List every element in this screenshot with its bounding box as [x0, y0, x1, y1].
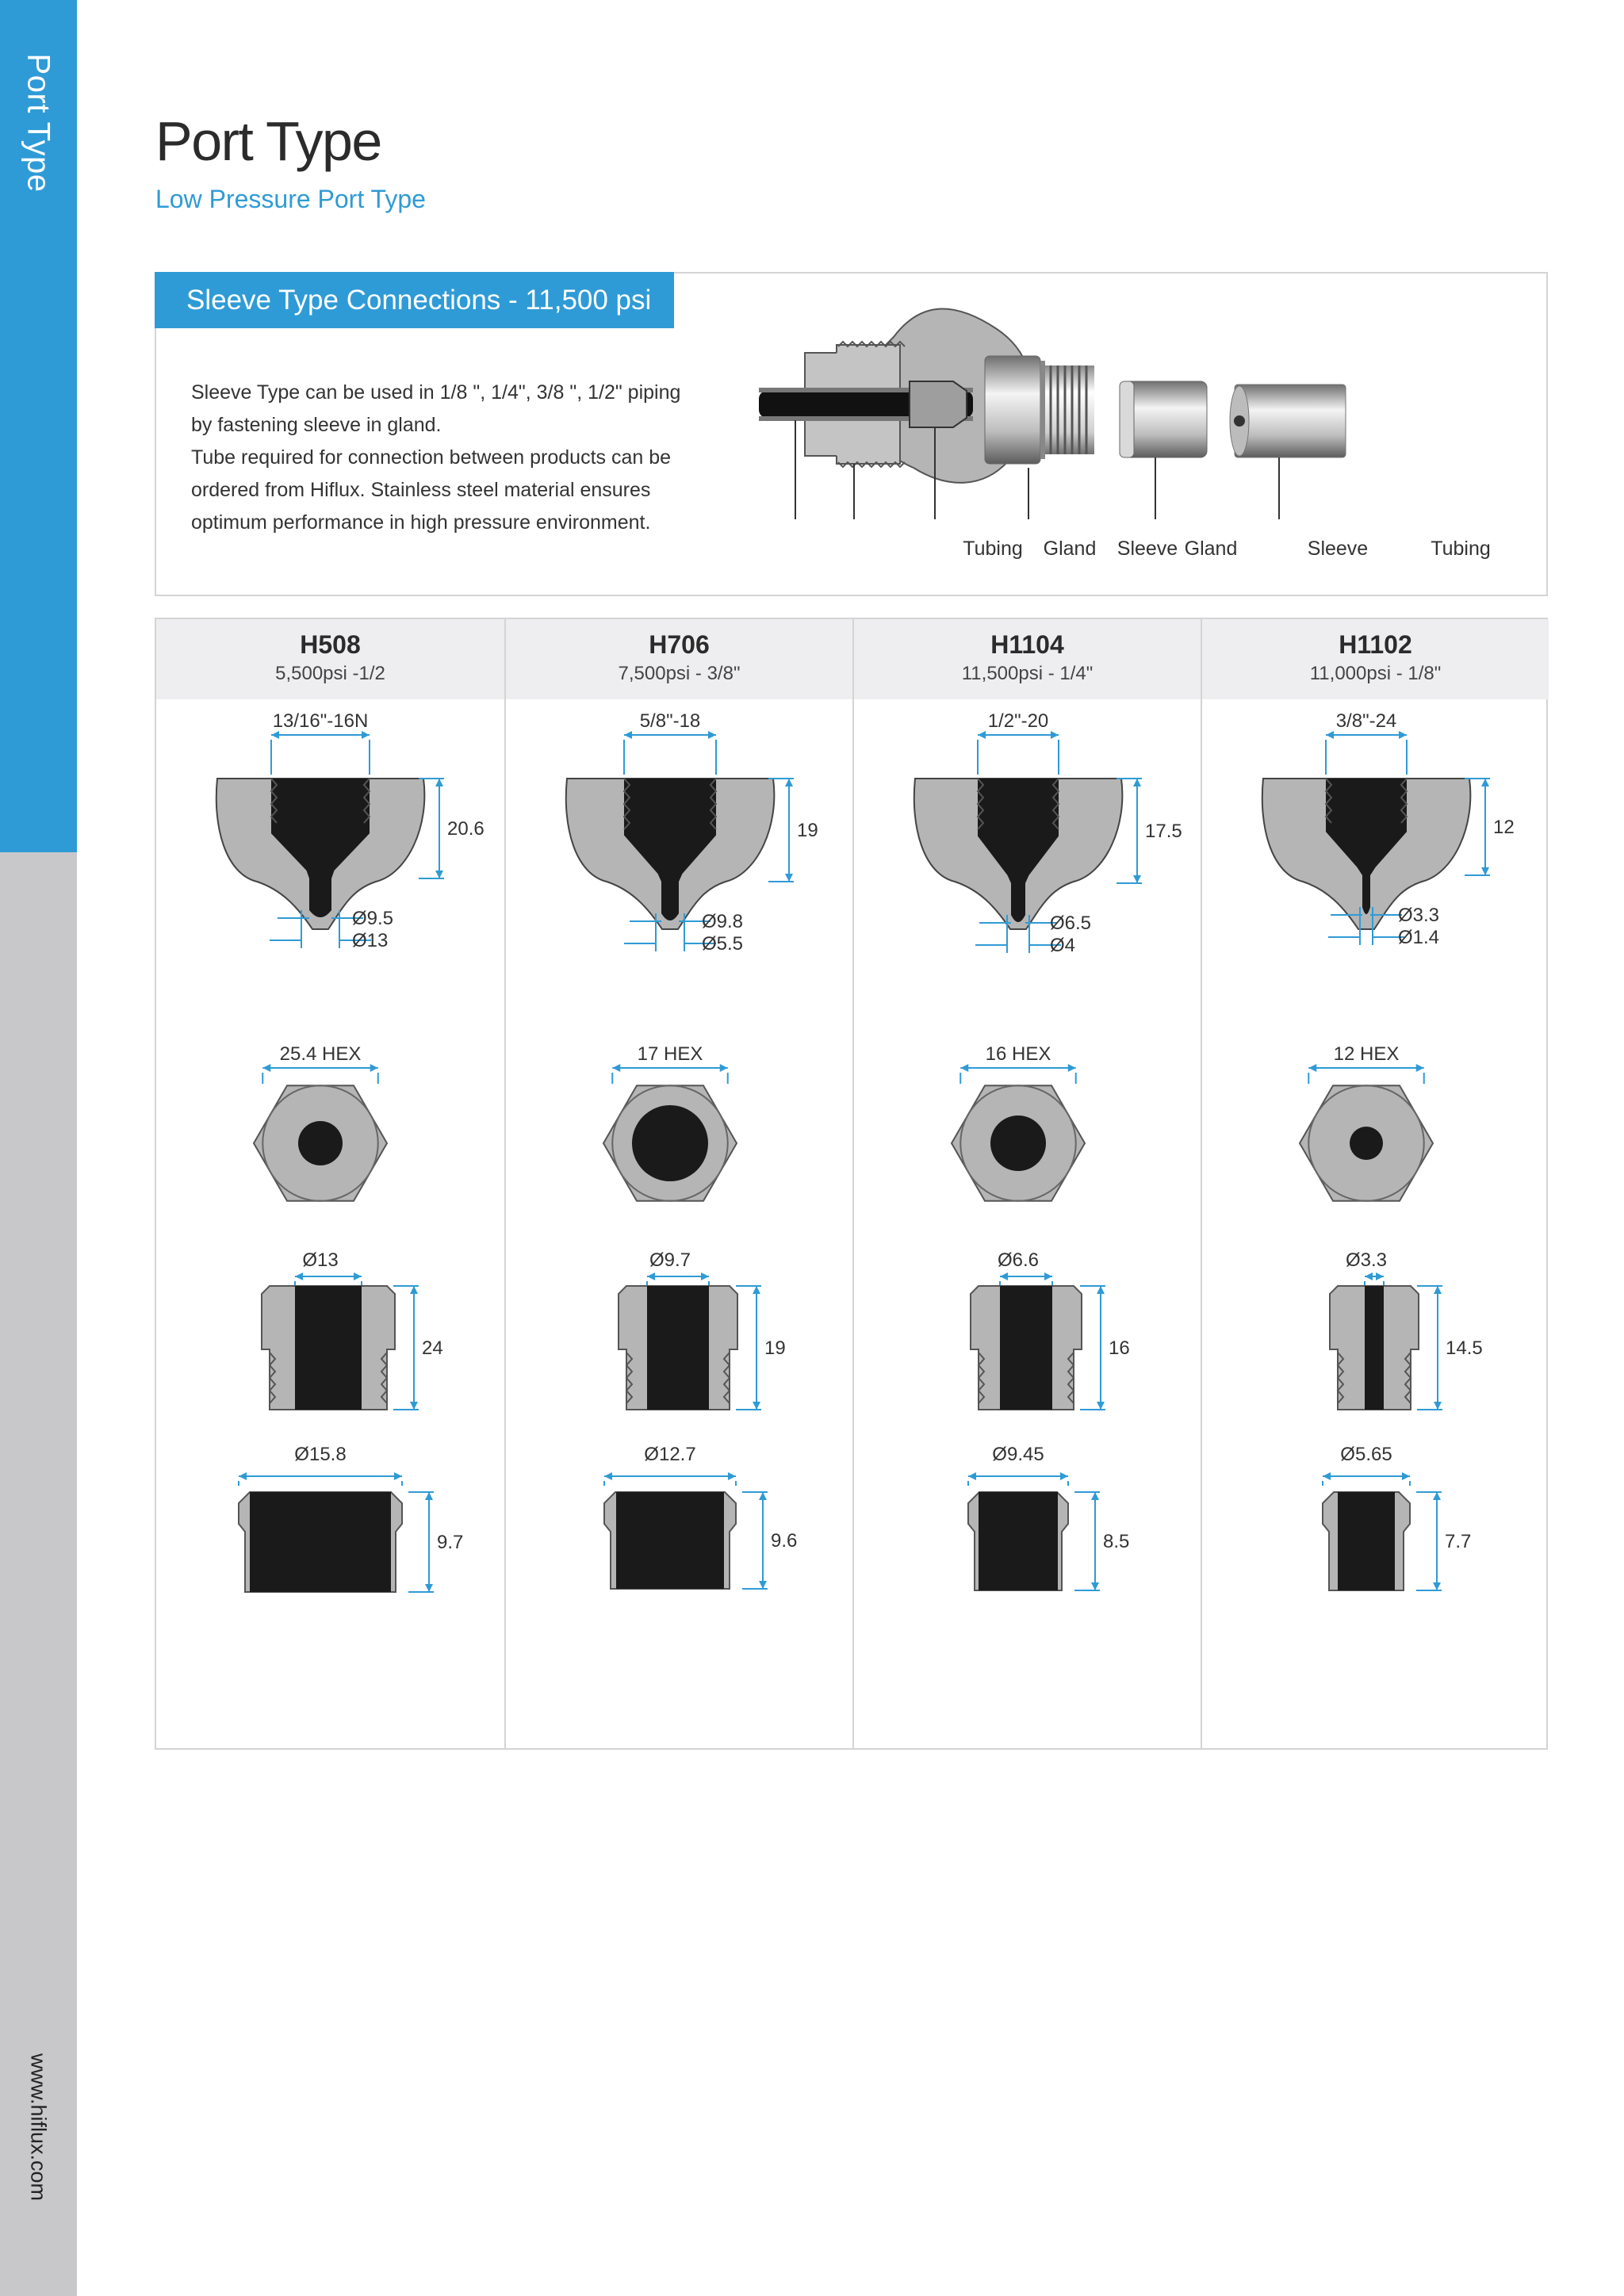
port-depth-label: 19: [797, 820, 818, 841]
hex-dimension: [612, 1064, 727, 1084]
port-depth-label: 12: [1493, 817, 1515, 838]
gland-bore-dimension: [1365, 1272, 1384, 1286]
sleeve-length-label: 8.5: [1103, 1531, 1130, 1552]
port-depth-label: 20.6: [447, 818, 485, 840]
model-drawings: [156, 699, 501, 1746]
sleeve-od-dimension: [968, 1472, 1068, 1486]
tubing-part: [1235, 385, 1346, 457]
gland-bore-label: Ø9.7: [649, 1249, 691, 1271]
hex-size-label: 12 HEX: [1333, 1043, 1400, 1065]
label-gland: Gland: [1043, 538, 1097, 560]
port-diameter-2-label: Ø5.5: [702, 933, 744, 955]
gland-bore: [295, 1286, 362, 1410]
gland-length-dimension: [736, 1286, 761, 1410]
model-drawings: [1202, 699, 1547, 1746]
description-line: ordered from Hiflux. Stainless steel material ensures: [191, 479, 651, 501]
column-header: [854, 619, 1201, 699]
hex-bore: [632, 1105, 708, 1181]
gland-bore-label: Ø3.3: [1345, 1249, 1388, 1271]
sleeve-od-dimension: [239, 1472, 402, 1486]
label-sleeve: Sleeve: [1116, 538, 1178, 560]
page-title: Port Type: [155, 110, 381, 172]
gland-bore-dimension: [647, 1272, 709, 1286]
sleeve-od-label: Ø9.45: [992, 1444, 1044, 1465]
model-rating: 5,500psi -1/2: [275, 663, 385, 684]
page-subtitle: Low Pressure Port Type: [155, 185, 426, 213]
model-rating: 7,500psi - 3/8": [618, 663, 741, 684]
gland-length-label: 19: [764, 1337, 786, 1359]
sleeve-section: [155, 272, 1548, 596]
thread-dimension: [1326, 731, 1407, 775]
gland-bore: [1365, 1286, 1384, 1410]
thread-dimension: [978, 731, 1059, 775]
gland-thread-part: [1045, 365, 1094, 454]
port-depth-label: 17.5: [1145, 821, 1182, 842]
sleeve-length-label: 9.7: [437, 1532, 464, 1553]
label-part-tubing: Tubing: [1431, 538, 1491, 560]
column-header: [506, 619, 852, 699]
sleeve-description: [191, 377, 699, 539]
spec-table: [155, 618, 1548, 1750]
gland-bore-dimension: [1000, 1272, 1052, 1286]
sleeve-length-dimension: [408, 1492, 434, 1592]
gland-bore-label: Ø6.6: [997, 1249, 1040, 1271]
gland-length-dimension: [1417, 1286, 1442, 1410]
sleeve-length-dimension: [1416, 1492, 1442, 1590]
sleeve-bore: [1338, 1492, 1395, 1590]
description-line: Tube required for connection between products can be: [191, 446, 672, 469]
description-line: Sleeve Type can be used in 1/8 ", 1/4", 3/8 ", 1/2" piping: [191, 381, 681, 404]
port-diameter-1-label: Ø3.3: [1398, 905, 1440, 926]
sidebar-title: Port Type: [21, 53, 56, 193]
hex-size-label: 17 HEX: [637, 1043, 703, 1065]
hex-size-label: 16 HEX: [985, 1043, 1051, 1065]
port-diameter-1-label: Ø9.5: [352, 908, 394, 929]
hex-dimension: [262, 1064, 377, 1084]
model-column: [852, 619, 1201, 1748]
sleeve-bore: [979, 1492, 1058, 1590]
port-diameter-2-label: Ø13: [352, 930, 389, 951]
hex-bore: [1350, 1127, 1383, 1160]
hex-bore: [990, 1115, 1046, 1171]
thread-dimension: [624, 731, 716, 775]
model-column: [1201, 619, 1549, 1748]
hex-bore: [298, 1121, 343, 1165]
model-column: [156, 619, 504, 1748]
gland-part: [985, 356, 1040, 464]
sleeve-od-label: Ø5.65: [1340, 1444, 1392, 1465]
gland-length-label: 16: [1109, 1337, 1130, 1359]
model-name: H508: [300, 630, 361, 659]
hex-dimension: [1308, 1064, 1423, 1084]
sleeve-length-dimension: [742, 1492, 768, 1589]
model-rating: 11,000psi - 1/8": [1309, 663, 1442, 684]
hex-dimension: [960, 1064, 1075, 1084]
model-column: [504, 619, 852, 1748]
column-header: [156, 619, 504, 699]
gland-bore: [647, 1286, 709, 1410]
hex-size-label: 25.4 HEX: [279, 1043, 362, 1065]
port-diameter-1-label: Ø9.8: [702, 911, 744, 932]
sleeve-section: [910, 381, 967, 427]
port-diameter-2-label: Ø4: [1050, 935, 1076, 956]
thread-dimension: [271, 731, 370, 775]
gland-length-dimension: [1080, 1286, 1105, 1410]
sleeve-od-dimension: [604, 1472, 736, 1486]
label-tubing: Tubing: [963, 538, 1023, 560]
sleeve-bore: [616, 1492, 724, 1589]
column-header: [1202, 619, 1549, 699]
gland-bore-label: Ø13: [302, 1249, 339, 1271]
website-url[interactable]: www.hiflux.com: [26, 2053, 51, 2202]
thread-size-label: 5/8"-18: [639, 710, 701, 732]
sleeve-length-dimension: [1074, 1492, 1100, 1590]
thread-size-label: 13/16"-16N: [272, 710, 369, 732]
sleeve-od-label: Ø15.8: [294, 1444, 347, 1465]
port-diameter-1-label: Ø6.5: [1050, 913, 1092, 934]
gland-length-label: 14.5: [1446, 1337, 1483, 1359]
thread-size-label: 3/8"-24: [1335, 710, 1397, 732]
model-rating: 11,500psi - 1/4": [961, 663, 1094, 684]
sleeve-od-dimension: [1323, 1472, 1410, 1486]
sleeve-length-label: 7.7: [1445, 1531, 1472, 1552]
thread-size-label: 1/2"-20: [987, 710, 1049, 732]
model-name: H706: [649, 630, 710, 659]
sleeve-heading: Sleeve Type Connections - 11,500 psi: [155, 272, 674, 328]
gland-length-dimension: [393, 1286, 419, 1410]
gland-bore-dimension: [295, 1272, 362, 1286]
model-drawings: [506, 699, 851, 1746]
port-diameter-2-label: Ø1.4: [1398, 927, 1440, 948]
gland-bore: [1000, 1286, 1052, 1410]
model-drawings: [854, 699, 1199, 1746]
model-name: H1102: [1339, 630, 1412, 659]
sleeve-od-label: Ø12.7: [644, 1444, 696, 1465]
gland-length-label: 24: [422, 1337, 443, 1359]
label-part-sleeve: Sleeve: [1307, 538, 1369, 560]
assembly-illustration: [759, 305, 1536, 535]
description-line: by fastening sleeve in gland.: [191, 414, 442, 436]
sleeve-bore: [250, 1492, 391, 1592]
sleeve-length-label: 9.6: [771, 1530, 798, 1552]
description-line: optimum performance in high pressure environment.: [191, 511, 651, 534]
label-part-gland: Gland: [1184, 538, 1238, 560]
model-name: H1104: [990, 630, 1064, 659]
